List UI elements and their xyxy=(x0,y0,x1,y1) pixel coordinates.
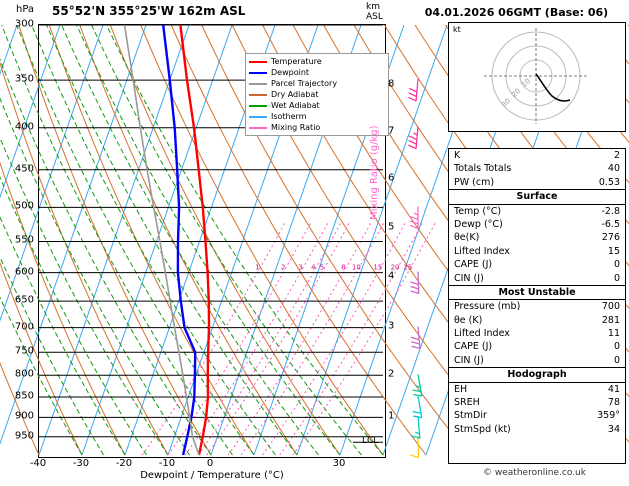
station-title: 55°52'N 355°25'W 162m ASL xyxy=(52,4,246,18)
wind-barb xyxy=(413,374,422,396)
table-value: 34 xyxy=(607,423,620,435)
table-value: 40 xyxy=(607,163,620,175)
legend-label: Parcel Trajectory xyxy=(271,79,338,88)
height-tick: 1 xyxy=(388,410,395,422)
credit-text: © weatheronline.co.uk xyxy=(483,468,586,478)
pressure-tick: 350 xyxy=(14,73,34,85)
mixing-ratio-axis-label: Mixing Ratio (g/kg) xyxy=(369,125,380,220)
temperature-tick: -30 xyxy=(72,458,90,469)
table-key: CAPE (J) xyxy=(454,341,493,353)
table-key: θe(K) xyxy=(454,232,480,244)
table-row xyxy=(449,423,625,436)
wind-barb xyxy=(408,79,418,101)
svg-text:20: 20 xyxy=(510,87,523,100)
hodograph-header: Hodograph xyxy=(449,367,625,382)
most-unstable-header: Most Unstable xyxy=(449,285,625,300)
table-value: 0 xyxy=(613,272,620,284)
wind-barb-strip xyxy=(398,24,438,464)
table-value: -2.8 xyxy=(601,205,620,217)
height-tick: 5 xyxy=(388,221,395,233)
skewt-plot-area xyxy=(38,24,413,458)
wind-barb xyxy=(411,327,420,349)
svg-text:10: 10 xyxy=(351,263,361,272)
table-value: 0.53 xyxy=(598,176,620,188)
table-row xyxy=(449,231,625,244)
pressure-ticks xyxy=(0,18,36,456)
pressure-tick: 800 xyxy=(14,368,34,380)
table-row xyxy=(449,149,625,162)
wind-barb xyxy=(410,436,418,458)
legend-swatch xyxy=(249,72,267,74)
table-value: 11 xyxy=(607,328,620,340)
temperature-tick: -10 xyxy=(158,458,176,469)
table-value: 0 xyxy=(613,259,620,271)
table-row xyxy=(449,396,625,409)
table-value: 0 xyxy=(613,341,620,353)
table-row xyxy=(449,162,625,175)
forecast-datetime: 04.01.2026 06GMT (Base: 06) xyxy=(424,6,609,19)
height-tick: 8 xyxy=(388,78,395,90)
table-key: CAPE (J) xyxy=(454,259,493,271)
height-tick: 7 xyxy=(388,125,395,137)
table-key: Totals Totals xyxy=(454,163,512,175)
table-row xyxy=(449,176,625,189)
legend-swatch xyxy=(249,105,267,107)
table-row xyxy=(449,218,625,231)
indices-surface-group xyxy=(449,205,625,285)
table-row xyxy=(449,258,625,271)
table-value: 0 xyxy=(613,354,620,366)
svg-text:25: 25 xyxy=(403,263,413,272)
legend-item-mixing-ratio xyxy=(249,122,385,133)
height-tick: 4 xyxy=(388,270,395,282)
legend-item-isotherm xyxy=(249,111,385,122)
table-key: StmDir xyxy=(454,410,487,422)
table-row xyxy=(449,354,625,367)
pressure-tick: 950 xyxy=(14,430,34,442)
pressure-tick: 650 xyxy=(14,294,34,306)
right-panel xyxy=(424,0,629,486)
legend-swatch xyxy=(249,83,267,85)
temperature-tick: -40 xyxy=(29,458,47,469)
pressure-tick: 700 xyxy=(14,321,34,333)
svg-text:4: 4 xyxy=(311,263,316,272)
temperature-tick: 0 xyxy=(206,458,214,469)
table-value: 359° xyxy=(597,410,620,422)
pressure-tick: 300 xyxy=(14,18,34,30)
pressure-axis-label: hPa xyxy=(16,4,35,15)
table-key: Lifted Index xyxy=(454,328,510,340)
table-key: Dewp (°C) xyxy=(454,218,503,230)
legend-item-temperature xyxy=(249,56,385,67)
height-tick: 2 xyxy=(388,368,395,380)
table-key: θe (K) xyxy=(454,314,483,326)
table-value: 281 xyxy=(601,314,620,326)
table-value: 41 xyxy=(607,383,620,395)
svg-text:20: 20 xyxy=(390,263,400,272)
hodograph xyxy=(448,22,626,132)
legend-item-dry-adiabat xyxy=(249,89,385,100)
table-key: SREH xyxy=(454,397,480,409)
table-key: Pressure (mb) xyxy=(454,301,521,313)
table-row xyxy=(449,300,625,313)
table-key: StmSpd (kt) xyxy=(454,423,511,435)
table-value: -6.5 xyxy=(601,218,620,230)
table-key: PW (cm) xyxy=(454,176,495,188)
indices-table xyxy=(448,148,626,464)
height-tick: 6 xyxy=(388,172,395,184)
table-row xyxy=(449,272,625,285)
table-row xyxy=(449,245,625,258)
legend-label: Wet Adiabat xyxy=(271,101,320,110)
legend-label: Mixing Ratio xyxy=(271,123,321,132)
wind-barb xyxy=(410,272,418,294)
table-row xyxy=(449,327,625,340)
svg-text:10: 10 xyxy=(520,76,533,89)
svg-text:2: 2 xyxy=(281,263,286,272)
svg-text:1: 1 xyxy=(255,263,260,272)
legend-label: Dry Adiabat xyxy=(271,90,319,99)
table-key: EH xyxy=(454,383,468,395)
table-value: 15 xyxy=(607,245,620,257)
table-value: 78 xyxy=(607,397,620,409)
table-key: CIN (J) xyxy=(454,354,484,366)
hodograph-unit-label: kt xyxy=(453,25,461,34)
legend-item-wet-adiabat xyxy=(249,100,385,111)
indices-top-group xyxy=(449,149,625,189)
table-row xyxy=(449,409,625,422)
x-axis-title: Dewpoint / Temperature (°C) xyxy=(140,470,284,481)
table-row xyxy=(449,383,625,396)
svg-text:5: 5 xyxy=(319,263,325,272)
table-row xyxy=(449,340,625,353)
table-row xyxy=(449,205,625,218)
pressure-tick: 500 xyxy=(14,200,34,212)
wind-barb xyxy=(412,416,420,438)
table-value: 700 xyxy=(601,301,620,313)
pressure-tick: 750 xyxy=(14,345,34,357)
indices-unstable-group xyxy=(449,300,625,367)
legend-label: Temperature xyxy=(271,57,322,66)
legend-item-parcel-trajectory xyxy=(249,78,385,89)
table-key: Temp (°C) xyxy=(454,205,502,217)
pressure-tick: 850 xyxy=(14,390,34,402)
wind-barb xyxy=(413,396,422,418)
legend-swatch xyxy=(249,127,267,129)
pressure-tick: 400 xyxy=(14,121,34,133)
legend-item-dewpoint xyxy=(249,67,385,78)
pressure-tick: 600 xyxy=(14,266,34,278)
legend-swatch xyxy=(249,94,267,96)
table-value: 276 xyxy=(601,232,620,244)
table-key: CIN (J) xyxy=(454,272,484,284)
temperature-tick: -20 xyxy=(115,458,133,469)
height-tick: 3 xyxy=(388,320,395,332)
lcl-label: LCL xyxy=(362,436,379,447)
indices-hodograph-group xyxy=(449,383,625,437)
svg-text:15: 15 xyxy=(373,263,383,272)
pressure-tick: 450 xyxy=(14,163,34,175)
table-row xyxy=(449,314,625,327)
legend-label: Dewpoint xyxy=(271,68,310,77)
pressure-tick: 550 xyxy=(14,234,34,246)
pressure-tick: 900 xyxy=(14,410,34,422)
legend-label: Isotherm xyxy=(271,112,307,121)
height-axis-label: km ASL xyxy=(366,2,383,22)
legend-swatch xyxy=(249,61,267,63)
surface-header: Surface xyxy=(449,189,625,204)
table-key: Lifted Index xyxy=(454,245,510,257)
wind-barb xyxy=(410,206,418,228)
legend xyxy=(245,53,389,136)
svg-text:8: 8 xyxy=(341,263,346,272)
svg-text:30: 30 xyxy=(500,97,513,110)
table-value: 2 xyxy=(613,150,620,161)
svg-text:3: 3 xyxy=(298,263,303,272)
wind-barb xyxy=(408,127,418,149)
table-key: K xyxy=(454,150,461,161)
temperature-tick: 30 xyxy=(332,458,346,469)
legend-swatch xyxy=(249,116,267,118)
